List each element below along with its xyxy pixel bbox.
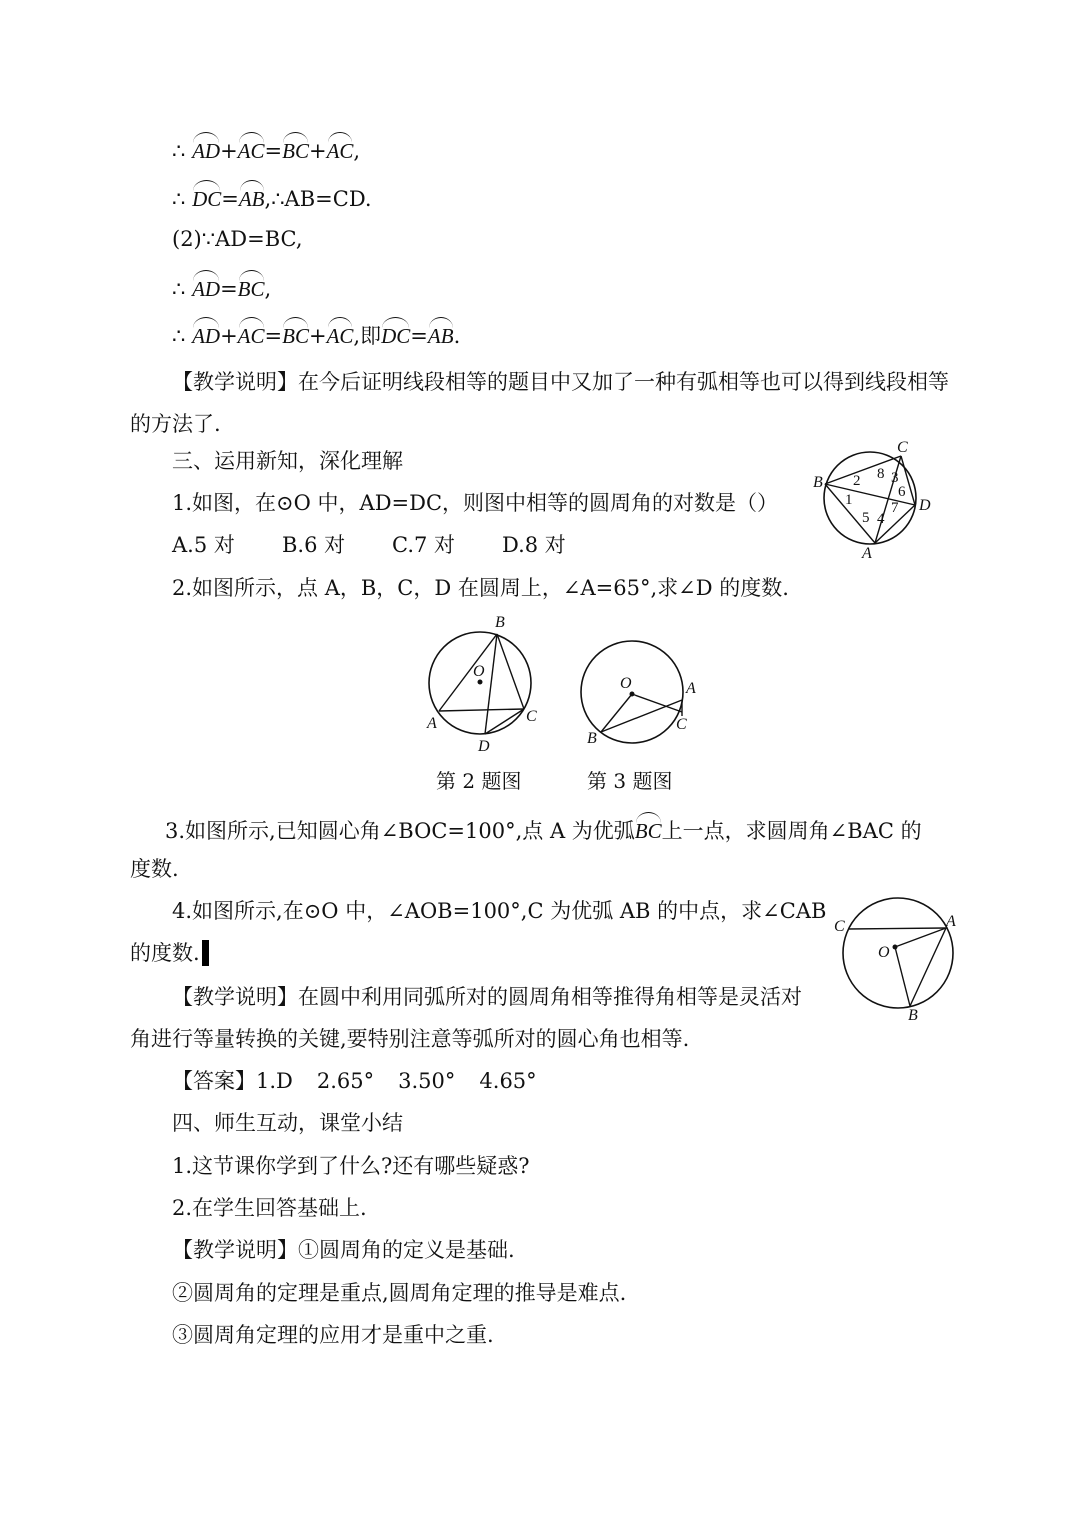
- answer-2: 2.65°: [316, 1069, 375, 1093]
- arc-dc: DC: [192, 180, 221, 214]
- proof-line-4: ∴ AD=BC,: [172, 270, 271, 304]
- arc-ac: AC: [327, 132, 354, 166]
- num-2: 2: [853, 473, 861, 489]
- figure-2-caption: 第 2 题图: [436, 769, 522, 793]
- question-2: 2.如图所示，点 A，B，C，D 在圆周上，∠A=65°,求∠D 的度数.: [172, 576, 789, 600]
- arc-ab: AB: [428, 317, 454, 351]
- question-3-line-2: 度数.: [130, 857, 179, 881]
- teaching-note-2: 【教学说明】在圆中利用同弧所对的圆周角相等推得角相等是灵活对: [172, 985, 802, 1009]
- arc-ab: AB: [239, 180, 265, 214]
- proof-line-1: ∴ AD+AC=BC+AC,: [172, 132, 360, 166]
- text-cursor: [202, 940, 209, 966]
- question-1: 1.如图，在⊙O 中，AD=DC，则图中相等的圆周角的对数是（）: [172, 491, 779, 515]
- num-5: 5: [862, 510, 870, 526]
- label-c: C: [676, 716, 687, 733]
- teaching-note-3-item-2: ②圆周角的定理是重点,圆周角定理的推导是难点.: [172, 1281, 627, 1305]
- option-b: B.6 对: [282, 533, 346, 557]
- question-4: 4.如图所示,在⊙O 中，∠AOB=100°,C 为优弧 AB 的中点，求∠CAB: [172, 899, 827, 923]
- label-d: D: [478, 738, 490, 755]
- arc-dc: DC: [381, 317, 410, 351]
- arc-ac: AC: [327, 317, 354, 351]
- teaching-note-2-line-2: 角进行等量转换的关键,要特别注意等弧所对的圆心角也相等.: [130, 1027, 690, 1051]
- num-8: 8: [877, 466, 885, 482]
- label-o: O: [620, 675, 632, 692]
- summary-2: 2.在学生回答基础上.: [172, 1196, 367, 1220]
- figure-q3: [570, 628, 710, 753]
- arc-ad: AD: [192, 132, 220, 166]
- arc-ad: AD: [192, 270, 220, 304]
- label-b: B: [908, 1007, 918, 1024]
- label-d: D: [919, 497, 931, 514]
- label-b: B: [587, 730, 597, 747]
- arc-bc: BC: [282, 317, 309, 351]
- figure-3-caption: 第 3 题图: [587, 769, 673, 793]
- label-a: A: [686, 680, 696, 697]
- arc-bc: BC: [635, 812, 662, 846]
- option-c: C.7 对: [392, 533, 456, 557]
- label-a: A: [862, 545, 872, 562]
- teaching-note-3: 【教学说明】①圆周角的定义是基础.: [172, 1238, 515, 1262]
- teaching-note-3-item-3: ③圆周角定理的应用才是重中之重.: [172, 1323, 494, 1347]
- label-o: O: [473, 663, 485, 680]
- arc-bc: BC: [238, 270, 265, 304]
- arc-ad: AD: [192, 317, 220, 351]
- label-a: A: [427, 715, 437, 732]
- label-b: B: [813, 474, 823, 491]
- answers: 【答案】1.D 2.65° 3.50° 4.65°: [172, 1066, 537, 1096]
- option-d: D.8 对: [502, 533, 566, 557]
- section-4-heading: 四、师生互动，课堂小结: [172, 1111, 403, 1135]
- label-o: O: [878, 944, 890, 961]
- question-3: 3.如图所示,已知圆心角∠BOC=100°,点 A 为优弧BC上一点，求圆周角∠BAC 的: [165, 812, 922, 846]
- proof-line-5: ∴ AD+AC=BC+AC,即DC=AB.: [172, 317, 460, 351]
- label-c: C: [834, 918, 845, 935]
- section-3-heading: 三、运用新知，深化理解: [172, 449, 403, 473]
- num-1: 1: [845, 492, 853, 508]
- arc-ac: AC: [238, 132, 265, 166]
- arc-ac: AC: [238, 317, 265, 351]
- arc-bc: BC: [282, 132, 309, 166]
- proof-line-3: (2)∵AD=BC,: [172, 227, 303, 251]
- summary-1: 1.这节课你学到了什么?还有哪些疑惑?: [172, 1154, 530, 1178]
- label-a: A: [946, 913, 956, 930]
- figure-q1: [805, 430, 940, 565]
- proof-line-2: ∴ DC=AB,∴AB=CD.: [172, 180, 372, 214]
- question-4-line-2: 的度数.: [130, 938, 209, 968]
- answer-3: 3.50°: [398, 1069, 456, 1093]
- option-a: A.5 对: [172, 533, 235, 557]
- answer-1: 1.D: [256, 1069, 293, 1093]
- answer-4: 4.65°: [479, 1069, 537, 1093]
- num-4: 4: [877, 511, 885, 527]
- teaching-note-1: 【教学说明】在今后证明线段相等的题目中又加了一种有弧相等也可以得到线段相等的方法了.: [130, 370, 949, 436]
- label-b: B: [495, 614, 505, 631]
- num-7: 7: [891, 500, 899, 516]
- num-3: 3: [891, 470, 899, 486]
- question-1-options: [172, 530, 612, 560]
- label-c: C: [526, 708, 537, 725]
- figure-q2: [410, 608, 570, 758]
- num-6: 6: [898, 484, 906, 500]
- label-c: C: [897, 439, 908, 456]
- figure-q4: [828, 895, 968, 1025]
